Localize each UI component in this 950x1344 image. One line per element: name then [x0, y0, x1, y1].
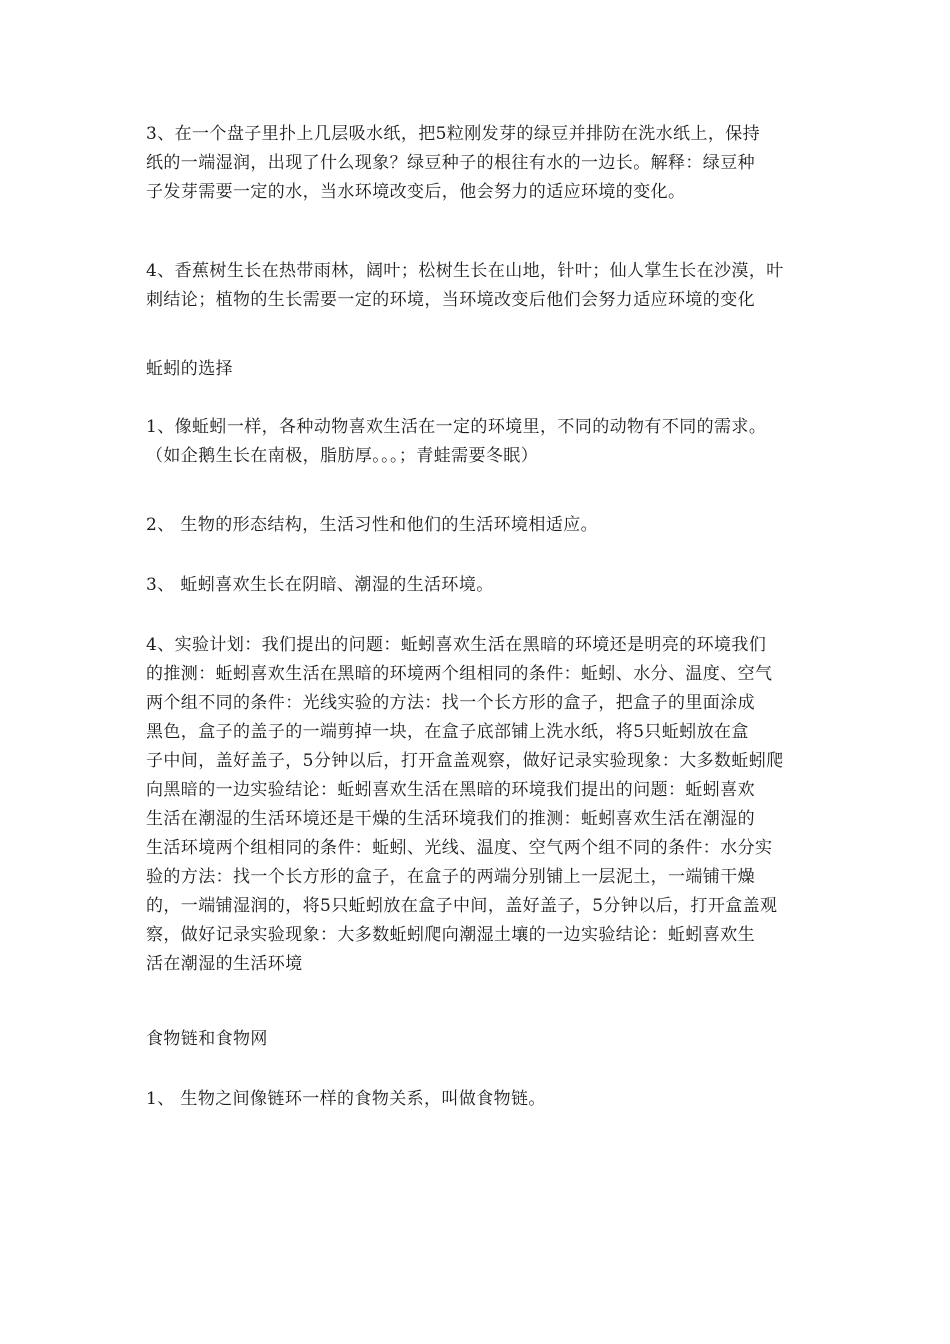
section-heading-food-chain [146, 1025, 812, 1054]
paragraph-mung-bean [146, 120, 812, 207]
paragraph-experiment-plan [146, 631, 812, 979]
text-line: 两个组不同的条件：光线实验的方法：找一个长方形的盒子，把盒子的里面涂成 [146, 693, 755, 713]
text-line: 纸的一端湿润，出现了什么现象？绿豆种子的根往有水的一边长。解释：绿豆种 [146, 153, 755, 173]
text-line: （如企鹅生长在南极，脂肪厚。。。；青蛙需要冬眠） [146, 446, 539, 466]
text-line: 活在潮湿的生活环境 [146, 954, 303, 974]
text-line: 3、 蚯蚓喜欢生长在阴暗、潮湿的生活环境。 [146, 575, 494, 595]
heading-text: 食物链和食物网 [146, 1029, 268, 1049]
text-line: 子发芽需要一定的水，当水环境改变后，他会努力的适应环境的变化。 [146, 182, 686, 202]
text-line: 3、在一个盘子里扑上几层吸水纸，把5粒刚发芽的绿豆并排防在洗水纸上，保持 [146, 124, 761, 144]
text-line: 4、香蕉树生长在热带雨林，阔叶；松树生长在山地，针叶；仙人掌生长在沙漠，叶 [146, 261, 784, 281]
text-line: 察，做好记录实验现象：大多数蚯蚓爬向潮湿土壤的一边实验结论：蚯蚓喜欢生 [146, 925, 755, 945]
section-heading-earthworm [146, 355, 812, 384]
paragraph-plants [146, 257, 812, 315]
paragraph-adaptation [146, 511, 812, 540]
text-line: 的，一端铺湿润的，将5只蚯蚓放在盒子中间，盖好盖子，5分钟以后，打开盒盖观 [146, 896, 778, 916]
paragraph-food-chain-definition [146, 1085, 812, 1114]
text-line: 刺结论；植物的生长需要一定的环境，当环境改变后他们会努力适应环境的变化 [146, 290, 755, 310]
heading-text: 蚯蚓的选择 [146, 359, 233, 379]
text-line: 验的方法：找一个长方形的盒子，在盒子的两端分别铺上一层泥土，一端铺干燥 [146, 867, 755, 887]
text-line: 生活环境两个组相同的条件：蚯蚓、光线、温度、空气两个组不同的条件：水分实 [146, 838, 773, 858]
text-line: 的推测：蚯蚓喜欢生活在黑暗的环境两个组相同的条件：蚯蚓、水分、温度、空气 [146, 664, 773, 684]
text-line: 向黑暗的一边实验结论：蚯蚓喜欢生活在黑暗的环境我们提出的问题：蚯蚓喜欢 [146, 780, 755, 800]
text-line: 2、 生物的形态结构，生活习性和他们的生活环境相适应。 [146, 515, 599, 535]
text-line: 4、实验计划：我们提出的问题：蚯蚓喜欢生活在黑暗的环境还是明亮的环境我们 [146, 635, 767, 655]
paragraph-animal-needs [146, 413, 812, 471]
text-line: 黑色，盒子的盖子的一端剪掉一块，在盒子底部铺上洗水纸，将5只蚯蚓放在盒 [146, 722, 749, 742]
text-line: 1、像蚯蚓一样，各种动物喜欢生活在一定的环境里，不同的动物有不同的需求。 [146, 417, 767, 437]
text-line: 1、 生物之间像链环一样的食物关系，叫做食物链。 [146, 1089, 546, 1109]
paragraph-earthworm-habitat [146, 571, 812, 600]
text-line: 子中间，盖好盖子，5分钟以后，打开盒盖观察，做好记录实验现象：大多数蚯蚓爬 [146, 751, 784, 771]
text-line: 生活在潮湿的生活环境还是干燥的生活环境我们的推测：蚯蚓喜欢生活在潮湿的 [146, 809, 755, 829]
